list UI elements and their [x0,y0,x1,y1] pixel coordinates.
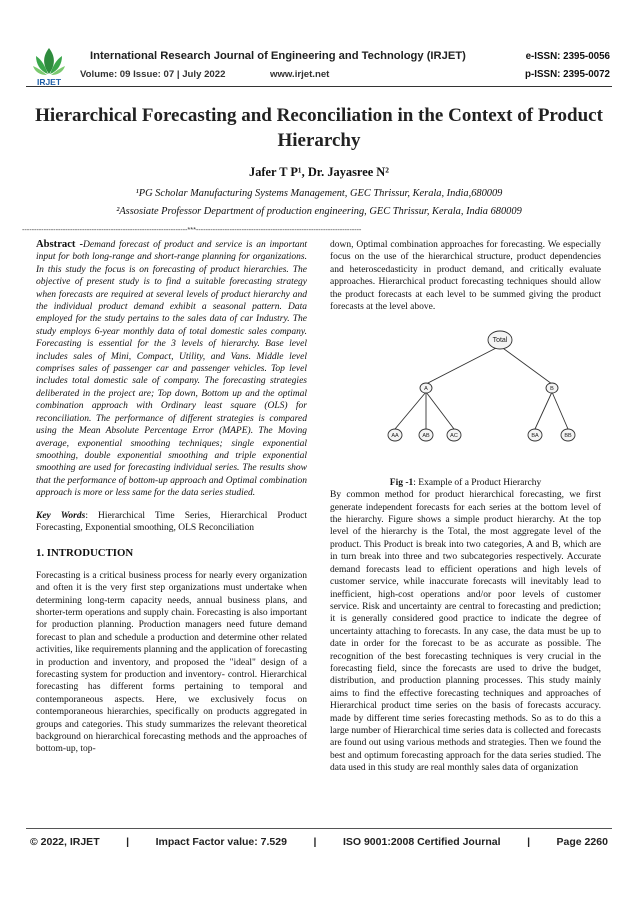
caption-text: : Example of a Product Hierarchy [413,477,542,488]
keywords-text: : Hierarchical Time Series, Hierarchical Product Forecasting, Exponential smoothing, OLS Reconciliation [36,510,307,533]
right-para-2: By common method for product hierarchical forecasting, we first generate independent forecasts for each series at the bottom level of the hierarchy. Figure shows a simple product hierarchy. At the top level of the hierarchy is the Total, the most aggregate level of the product. This Product is break into two categories, A and B, which are in turn break into three and two subcategories respectively. Accurate demand forecasts lead to efficient operations and high levels of customer service, while inaccurate forecasts will inevitably lead to inefficient, high-cost operations and/or poor levels of customer service. Risk and uncertainty are central to forecasting and prediction; it is generally considered good practice to indicate the degree of uncertainty attaching to forecasts. In any case, the data must be up to date in order for the forecast to be as accurate as possible. The recognition of the best forecasting techniques is very crucial in the forecasting field, since the forecasts are used to drive the budget, distribution, and production planning processes. This study mainly aims to find the effective forecasting techniques and approaches of Hierarchical product time series on the basis of forecasts accuracy. made by different time series forecasting methods. So as to do this a large number of Hierarchical time series data is collected and forecasts are found out using various methods and strategies. Then we found the best and optimum forecasting approach for the data series studied. The data used in this study are real monthly sales data of organization [330,490,601,774]
intro-heading: 1. INTRODUCTION [36,547,134,560]
p-issn: p-ISSN: 2395-0072 [525,69,610,80]
product-hierarchy-figure [330,322,601,472]
paper-title: Hierarchical Forecasting and Reconciliation in the Context of Product Hierarchy [35,105,603,151]
footer-divider [26,828,612,829]
keywords-label: Key Words [36,510,86,521]
footer-separator: | [527,836,531,848]
node-ba: BA [531,433,539,440]
svg-text:IRJET: IRJET [36,77,62,86]
affiliation-1: ¹PG Scholar Manufacturing Systems Management, GEC Thrissur, Kerala, India,680009 [135,188,503,199]
right-para-1: down, Optimal combination approaches for forecasting. We especially focus on the use of the hierarchical structure, product dependencies and heteroscedasticity in product demand, and critically evaluate approaches. Hierarchical product forecasting techniques should allow the product forecasts at each level to be summed giving the product forecasts at the level above. [330,240,601,313]
paper-authors: Jafer T P¹, Dr. Jayasree N² [249,165,389,179]
footer-impact-factor: Impact Factor value: 7.529 [155,836,287,848]
node-total: Total [492,337,508,345]
footer-page-number: Page 2260 [556,836,608,848]
journal-name: International Research Journal of Engineering and Technology (IRJET) [90,50,466,62]
footer-separator: | [126,836,130,848]
page-footer [30,836,608,848]
figure-caption [330,477,601,489]
footer-separator: | [313,836,317,848]
journal-website[interactable]: www.irjet.net [270,69,330,80]
separator-line: ---------------------------------------------------------------------***--------------------------------------------------------------------- [22,225,362,234]
node-aa: AA [391,433,399,440]
keywords [36,510,307,535]
node-ab: AB [422,433,430,440]
node-a: A [424,386,428,393]
node-ac: AC [450,433,458,440]
right-column [330,239,601,775]
volume-issue: Volume: 09 Issue: 07 | July 2022 [80,69,226,80]
left-column [36,239,307,756]
footer-iso: ISO 9001:2008 Certified Journal [342,836,501,848]
header-divider [26,86,612,87]
abstract-label: Abstract - [36,239,84,250]
footer-copyright: © 2022, IRJET [30,836,100,848]
abstract [36,239,307,500]
node-b: B [550,386,554,393]
caption-label: Fig -1 [389,477,414,488]
irjet-logo [30,44,68,86]
abstract-text: Demand forecast of product and service is an important input for both long-range and short-range planning for organizations. In this study the focus is on forecasting of product hierarchies. The objective of present study is to find a suitable forecasting strategy when forecasts are required at several levels of product hierarchy and the individual product demand exhibit a seasonal pattern. Data employed for the study pertains to the sales data of car Industry. The study employs 6-year monthly data of total domestic sales company. Forecasting is essential for the 3 levels of hierarchy. Base level includes sales of Mini, Compact, Utility, and Vans. Middle level comprises sales of passenger car and passenger vehicles. Top level includes total domestic sale of company. The forecasting strategies deliberated in the project are; Top down, Bottom up and the optimal combination approach with Ordinary least square (OLS) for reconciliation. The performance of different strategies is compared using the Mean Absolute Percentage Error (MAPE). The Moving average, exponential smoothing techniques; single exponential smoothing, double exponential smoothing and triple exponential smoothing are used for forecasting individual series. The results show that the performance of bottom-up approach and Optimal combination approach is more or less same for the data series studied. [36,240,307,499]
e-issn: e-ISSN: 2395-0056 [525,51,610,62]
affiliation-2: ²Assosiate Professor Department of production engineering, GEC Thrissur, Kerala, India 680009 [116,206,522,217]
node-bb: BB [564,433,572,440]
intro-text: Forecasting is a critical business process for nearly every organization and often it is the very first step organizations must undertake when determining long-term capacity needs, annual business plans, and shorter-term operations and supply chain. Forecasting is also important for production planning. Production managers need future demand forecast to plan and schedule a production and determine other related activities, like requirements planning and the application of forecasting in production and inventory, and proposed the "ideal" design of a forecasting system for production and inventory- control. Hierarchical forecasting has different forms pertaining to temporal and contemporaneous aspects. Here, we exclusively focus on contemporaneous hierarchies, specifically on products aggregated in groups and categories. This study summarizes the relevant theoretical background on hierarchical forecasting methods and the approaches of bottom-up, top- [36,570,307,755]
